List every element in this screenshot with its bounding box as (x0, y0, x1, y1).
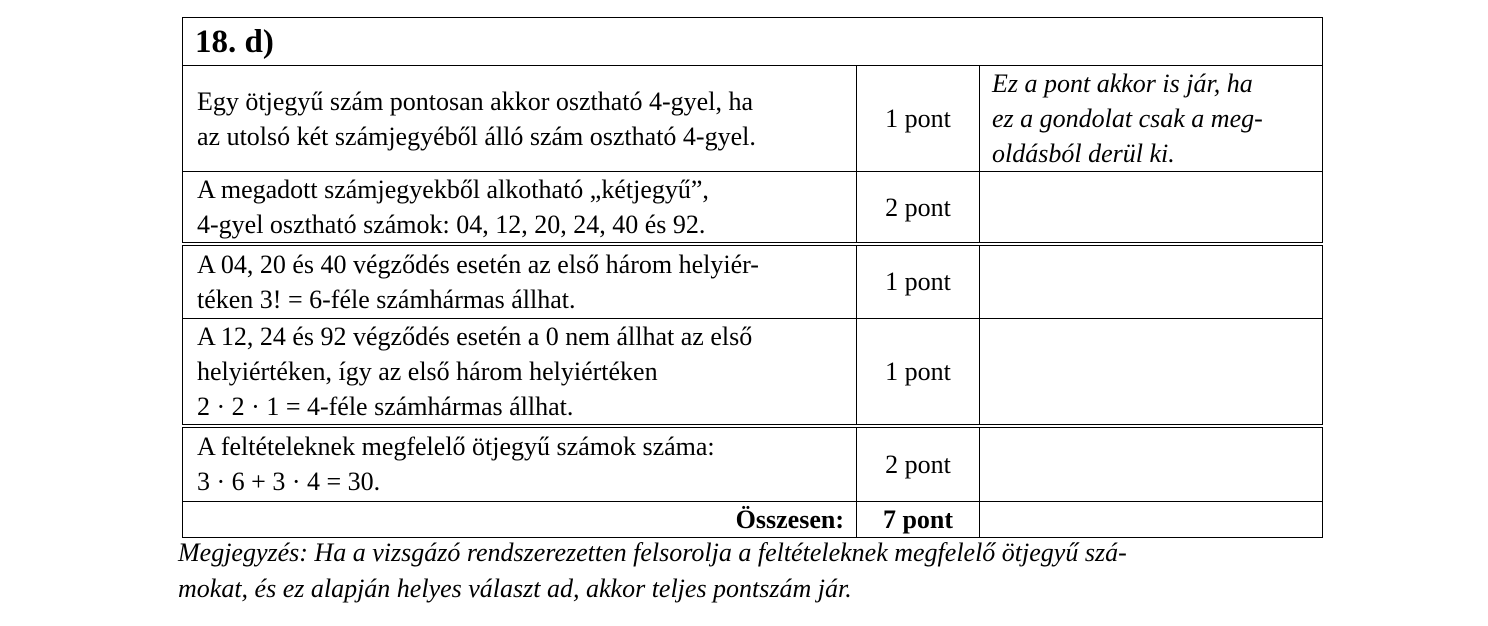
note-cell (980, 244, 1323, 318)
table-row (183, 172, 1323, 245)
remark-note: Megjegyzés: Ha a vizsgázó rendszerezetten felsorolja a feltételeknek megfelelő ötjegyű szá- mokat, és ez alapján helyes választ ad, akkor teljes pontszám jár. (178, 538, 1127, 603)
table-row (183, 66, 1323, 172)
solution-step-text: Egy ötjegyű szám pontosan akkor osztható 4-gyel, ha az utolsó két számjegyéből álló szám osztható 4-gyel. (183, 66, 857, 172)
total-points: 7 pont (857, 502, 980, 538)
solution-step-text: A 12, 24 és 92 végződés esetén a 0 nem állhat az első helyiértéken, így az első három helyiértéken 2 · 2 · 1 = 4-féle számhármas állhat. (183, 318, 857, 426)
points-cell: 2 pont (857, 172, 980, 245)
note-cell (980, 426, 1323, 502)
total-row (183, 502, 1323, 538)
points-cell: 1 pont (857, 66, 980, 172)
note-cell (980, 172, 1323, 245)
table-row (183, 318, 1323, 426)
title-row (183, 18, 1323, 66)
points-cell: 1 pont (857, 318, 980, 426)
task-title: 18. d) (183, 18, 1323, 66)
table-row (183, 244, 1323, 318)
points-cell: 1 pont (857, 244, 980, 318)
solution-step-text: A 04, 20 és 40 végződés esetén az első három helyiér- téken 3! = 6-féle számhármas állhat. (183, 244, 857, 318)
total-note-cell (980, 502, 1323, 538)
table-row (183, 426, 1323, 502)
solution-step-text: A feltételeknek megfelelő ötjegyű számok száma: 3 · 6 + 3 · 4 = 30. (183, 426, 857, 502)
solution-step-text: A megadott számjegyekből alkotható „kétjegyű”, 4-gyel osztható számok: 04, 12, 20, 24, 40 és 92. (183, 172, 857, 245)
note-cell: Ez a pont akkor is jár, ha ez a gondolat csak a meg- oldásból derül ki. (980, 66, 1323, 172)
scoring-table (182, 17, 1323, 538)
total-label: Összesen: (183, 502, 857, 538)
points-cell: 2 pont (857, 426, 980, 502)
note-cell (980, 318, 1323, 426)
